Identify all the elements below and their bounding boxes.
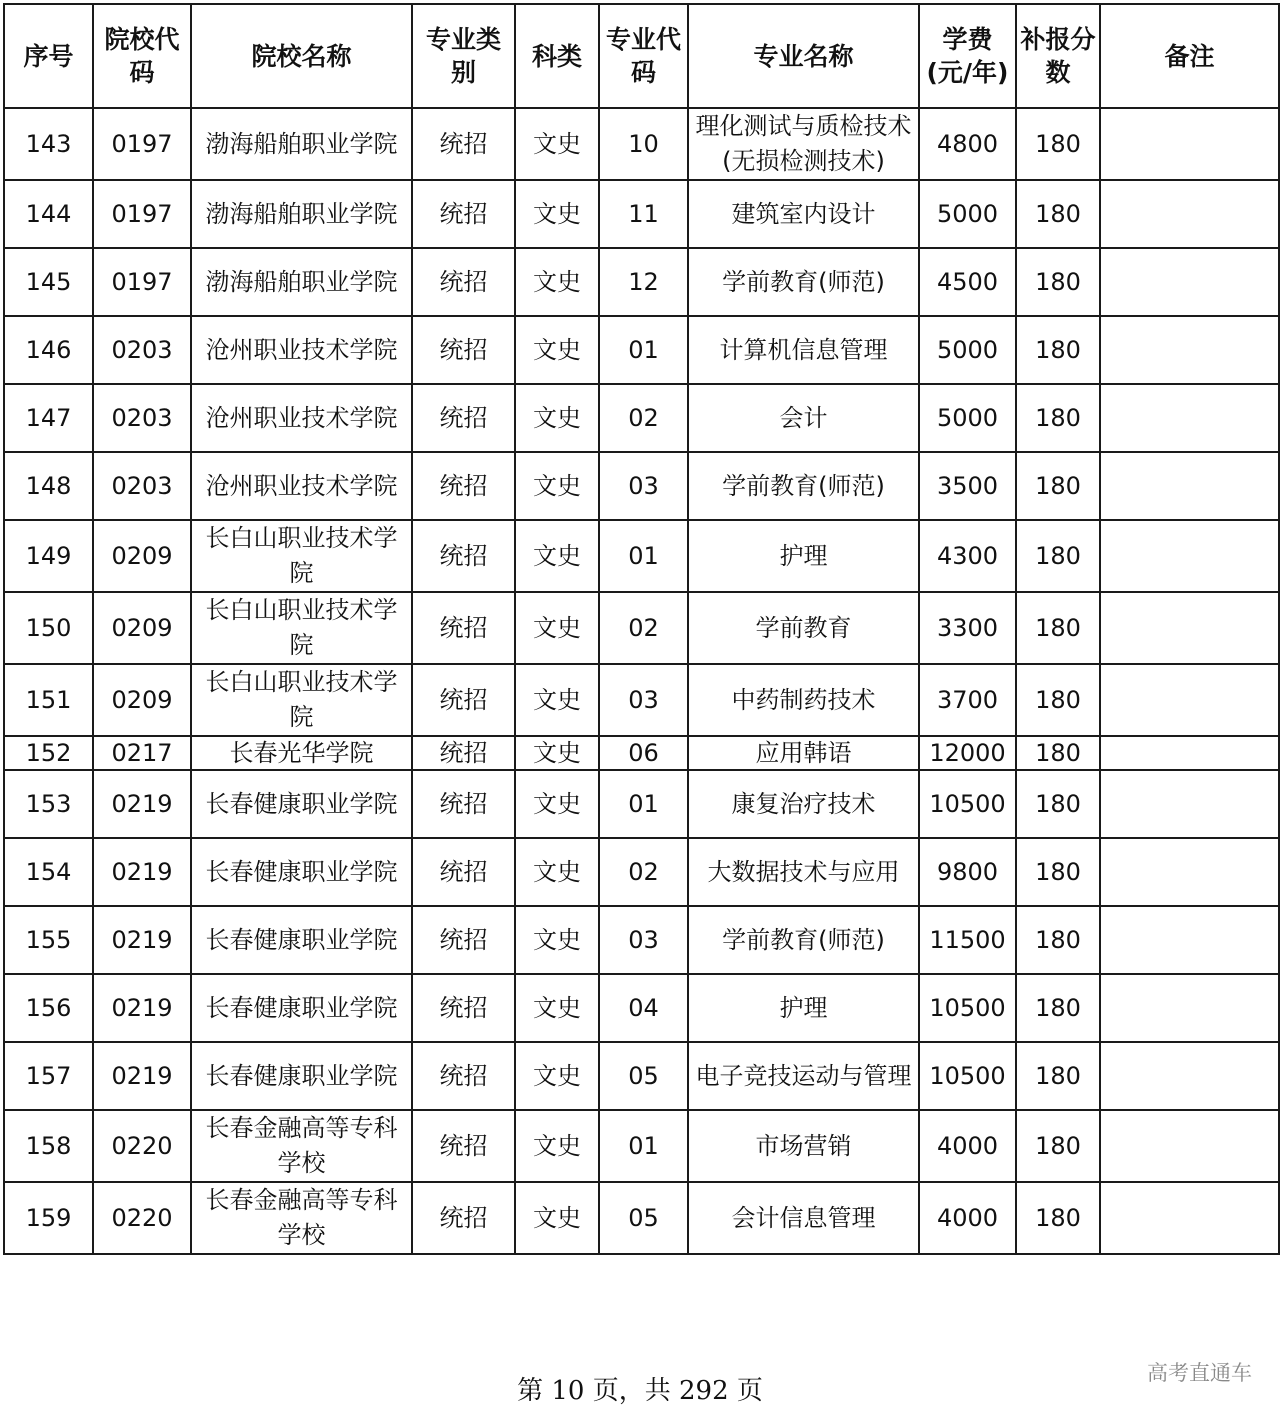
cell-school-name: 沧州职业技术学院 [191,384,412,452]
cell-school-name: 长春健康职业学院 [191,974,412,1042]
cell-school-name: 沧州职业技术学院 [191,452,412,520]
cell-tuition: 10500 [919,1042,1016,1110]
cell-major-category: 统招 [412,1042,515,1110]
col-header-school-code: 院校代码 [93,4,191,108]
cell-score: 180 [1016,452,1100,520]
cell-remarks [1100,248,1279,316]
cell-major-name: 学前教育(师范) [688,452,919,520]
cell-score: 180 [1016,592,1100,664]
cell-major-category: 统招 [412,1110,515,1182]
cell-major-name: 学前教育(师范) [688,248,919,316]
cell-major-category: 统招 [412,1182,515,1254]
table-row [4,906,1279,974]
cell-subject: 文史 [515,180,599,248]
cell-school-name: 渤海船舶职业学院 [191,248,412,316]
cell-score: 180 [1016,1110,1100,1182]
cell-major-name: 学前教育 [688,592,919,664]
cell-major-name: 中药制药技术 [688,664,919,736]
cell-score: 180 [1016,520,1100,592]
table-row [4,180,1279,248]
col-header-school-name: 院校名称 [191,4,412,108]
table-row [4,974,1279,1042]
col-header-subject: 科类 [515,4,599,108]
col-header-score: 补报分数 [1016,4,1100,108]
table-row [4,592,1279,664]
cell-remarks [1100,452,1279,520]
cell-major-category: 统招 [412,592,515,664]
table-row [4,664,1279,736]
cell-school-code: 0219 [93,974,191,1042]
cell-school-code: 0219 [93,770,191,838]
cell-major-code: 12 [599,248,688,316]
cell-major-name: 学前教育(师范) [688,906,919,974]
cell-major-name: 应用韩语 [688,736,919,770]
cell-major-name: 康复治疗技术 [688,770,919,838]
col-header-major-category: 专业类别 [412,4,515,108]
cell-remarks [1100,520,1279,592]
cell-remarks [1100,906,1279,974]
cell-remarks [1100,384,1279,452]
cell-school-code: 0220 [93,1110,191,1182]
cell-tuition: 9800 [919,838,1016,906]
cell-score: 180 [1016,770,1100,838]
col-header-seq: 序号 [4,4,93,108]
page-footer: 第 10 页，共 292 页 [517,1376,763,1406]
cell-score: 180 [1016,180,1100,248]
cell-tuition: 10500 [919,770,1016,838]
cell-major-code: 05 [599,1042,688,1110]
cell-major-name: 会计信息管理 [688,1182,919,1254]
cell-tuition: 5000 [919,316,1016,384]
cell-remarks [1100,736,1279,770]
table-row [4,520,1279,592]
cell-remarks [1100,108,1279,180]
cell-major-name: 大数据技术与应用 [688,838,919,906]
cell-school-code: 0197 [93,180,191,248]
cell-school-code: 0203 [93,316,191,384]
cell-school-name: 长春健康职业学院 [191,838,412,906]
cell-seq: 149 [4,520,93,592]
cell-major-category: 统招 [412,974,515,1042]
cell-school-name: 渤海船舶职业学院 [191,180,412,248]
cell-score: 180 [1016,384,1100,452]
cell-school-name: 长春健康职业学院 [191,770,412,838]
col-header-major-code: 专业代码 [599,4,688,108]
cell-school-name: 长春健康职业学院 [191,1042,412,1110]
cell-tuition: 4800 [919,108,1016,180]
cell-major-name: 会计 [688,384,919,452]
col-header-tuition: 学费(元/年) [919,4,1016,108]
cell-major-name: 建筑室内设计 [688,180,919,248]
cell-seq: 143 [4,108,93,180]
watermark: 高考直通车 [1147,1361,1252,1385]
cell-seq: 146 [4,316,93,384]
cell-major-name: 理化测试与质检技术(无损检测技术) [688,108,919,180]
cell-score: 180 [1016,664,1100,736]
cell-seq: 153 [4,770,93,838]
cell-remarks [1100,770,1279,838]
cell-major-code: 02 [599,592,688,664]
cell-major-name: 护理 [688,520,919,592]
table-row [4,248,1279,316]
cell-tuition: 4500 [919,248,1016,316]
cell-tuition: 10500 [919,974,1016,1042]
cell-school-code: 0203 [93,384,191,452]
cell-school-code: 0209 [93,592,191,664]
cell-school-code: 0219 [93,906,191,974]
cell-seq: 145 [4,248,93,316]
cell-school-name: 长春光华学院 [191,736,412,770]
cell-major-name: 护理 [688,974,919,1042]
cell-school-code: 0209 [93,664,191,736]
cell-subject: 文史 [515,736,599,770]
cell-major-category: 统招 [412,736,515,770]
col-header-remarks: 备注 [1100,4,1279,108]
admission-table [3,3,1280,1255]
cell-remarks [1100,180,1279,248]
cell-school-name: 长春金融高等专科学校 [191,1182,412,1254]
cell-seq: 155 [4,906,93,974]
cell-school-code: 0203 [93,452,191,520]
table-row [4,1110,1279,1182]
cell-score: 180 [1016,736,1100,770]
cell-remarks [1100,664,1279,736]
cell-seq: 151 [4,664,93,736]
cell-school-name: 长白山职业技术学院 [191,664,412,736]
table-row [4,316,1279,384]
cell-score: 180 [1016,906,1100,974]
cell-major-code: 02 [599,384,688,452]
cell-seq: 152 [4,736,93,770]
cell-school-code: 0220 [93,1182,191,1254]
cell-subject: 文史 [515,592,599,664]
cell-remarks [1100,592,1279,664]
cell-remarks [1100,316,1279,384]
table-row [4,452,1279,520]
col-header-major-name: 专业名称 [688,4,919,108]
cell-tuition: 5000 [919,180,1016,248]
cell-seq: 147 [4,384,93,452]
cell-tuition: 11500 [919,906,1016,974]
cell-major-category: 统招 [412,452,515,520]
cell-school-code: 0209 [93,520,191,592]
cell-major-name: 市场营销 [688,1110,919,1182]
cell-seq: 154 [4,838,93,906]
cell-school-code: 0219 [93,838,191,906]
cell-major-code: 03 [599,906,688,974]
cell-seq: 158 [4,1110,93,1182]
cell-major-code: 03 [599,452,688,520]
cell-seq: 156 [4,974,93,1042]
cell-subject: 文史 [515,770,599,838]
table-row [4,384,1279,452]
cell-subject: 文史 [515,316,599,384]
cell-major-category: 统招 [412,664,515,736]
cell-remarks [1100,1042,1279,1110]
cell-subject: 文史 [515,452,599,520]
cell-score: 180 [1016,974,1100,1042]
cell-subject: 文史 [515,974,599,1042]
cell-tuition: 4300 [919,520,1016,592]
cell-seq: 159 [4,1182,93,1254]
cell-tuition: 3500 [919,452,1016,520]
cell-seq: 144 [4,180,93,248]
cell-major-code: 02 [599,838,688,906]
cell-score: 180 [1016,316,1100,384]
cell-seq: 148 [4,452,93,520]
cell-subject: 文史 [515,838,599,906]
cell-major-name: 电子竞技运动与管理 [688,1042,919,1110]
cell-major-code: 06 [599,736,688,770]
cell-major-name: 计算机信息管理 [688,316,919,384]
table-row [4,736,1279,770]
cell-tuition: 12000 [919,736,1016,770]
cell-major-category: 统招 [412,838,515,906]
cell-subject: 文史 [515,1042,599,1110]
cell-seq: 157 [4,1042,93,1110]
cell-subject: 文史 [515,664,599,736]
cell-subject: 文史 [515,108,599,180]
cell-major-code: 10 [599,108,688,180]
cell-subject: 文史 [515,520,599,592]
cell-remarks [1100,838,1279,906]
cell-tuition: 5000 [919,384,1016,452]
cell-tuition: 3700 [919,664,1016,736]
cell-score: 180 [1016,248,1100,316]
cell-subject: 文史 [515,1110,599,1182]
table-row [4,108,1279,180]
cell-major-code: 01 [599,520,688,592]
cell-major-category: 统招 [412,108,515,180]
cell-major-category: 统招 [412,384,515,452]
cell-major-category: 统招 [412,180,515,248]
cell-school-name: 渤海船舶职业学院 [191,108,412,180]
cell-school-name: 长春健康职业学院 [191,906,412,974]
cell-major-category: 统招 [412,316,515,384]
cell-school-name: 长白山职业技术学院 [191,520,412,592]
cell-major-category: 统招 [412,770,515,838]
cell-major-code: 01 [599,1110,688,1182]
cell-subject: 文史 [515,1182,599,1254]
cell-remarks [1100,974,1279,1042]
cell-major-category: 统招 [412,520,515,592]
cell-major-code: 01 [599,770,688,838]
cell-score: 180 [1016,838,1100,906]
cell-subject: 文史 [515,248,599,316]
table-row [4,1182,1279,1254]
cell-major-code: 04 [599,974,688,1042]
cell-school-code: 0197 [93,248,191,316]
cell-major-code: 05 [599,1182,688,1254]
cell-school-code: 0197 [93,108,191,180]
cell-tuition: 4000 [919,1110,1016,1182]
cell-school-name: 沧州职业技术学院 [191,316,412,384]
cell-score: 180 [1016,1182,1100,1254]
table-row [4,1042,1279,1110]
cell-score: 180 [1016,1042,1100,1110]
cell-school-code: 0217 [93,736,191,770]
cell-major-category: 统招 [412,906,515,974]
cell-school-code: 0219 [93,1042,191,1110]
cell-remarks [1100,1110,1279,1182]
table-row [4,770,1279,838]
cell-major-code: 03 [599,664,688,736]
cell-subject: 文史 [515,906,599,974]
cell-subject: 文史 [515,384,599,452]
cell-score: 180 [1016,108,1100,180]
table-row [4,838,1279,906]
cell-remarks [1100,1182,1279,1254]
cell-tuition: 3300 [919,592,1016,664]
cell-major-code: 01 [599,316,688,384]
cell-school-name: 长春金融高等专科学校 [191,1110,412,1182]
cell-school-name: 长白山职业技术学院 [191,592,412,664]
cell-major-category: 统招 [412,248,515,316]
cell-tuition: 4000 [919,1182,1016,1254]
cell-major-code: 11 [599,180,688,248]
header-row [4,4,1279,108]
cell-seq: 150 [4,592,93,664]
